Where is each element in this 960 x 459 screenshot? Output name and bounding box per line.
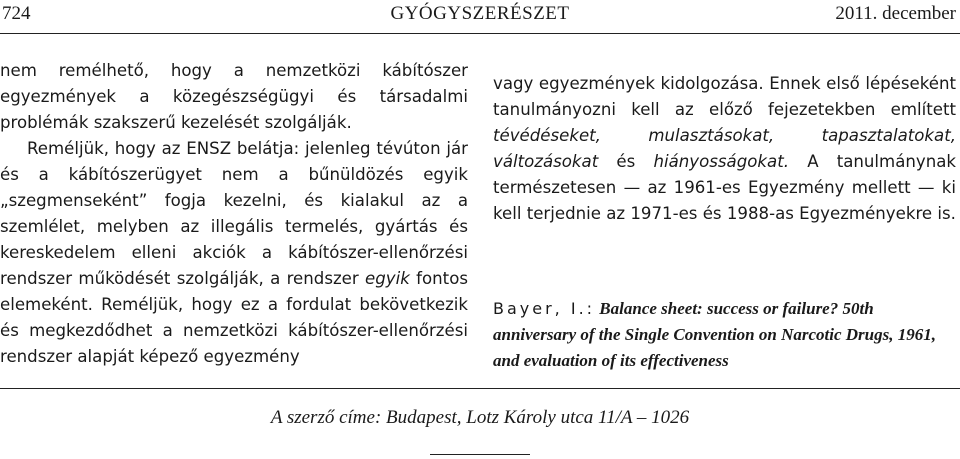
issue-date: 2011. december (835, 3, 956, 24)
reference-author: Bayer, I.: (493, 299, 596, 318)
page-header (0, 0, 960, 30)
paragraph-3-italic: tévédéseket, mulasztásokat, tapasztalatokat, változásokat (493, 126, 956, 171)
journal-title: GYÓGYSZERÉSZET (390, 3, 570, 24)
paragraph-3-and: és (616, 152, 636, 171)
end-rule (430, 454, 530, 455)
paragraph-2-italic: egyik (365, 269, 410, 288)
paragraph-2 (0, 136, 468, 370)
reference (493, 296, 956, 374)
footer-rule (0, 388, 960, 389)
page-number: 724 (2, 3, 31, 24)
header-rule (0, 33, 960, 34)
paragraph-3 (493, 71, 956, 227)
author-address: A szerző címe: Budapest, Lotz Károly utca 11/A – 1026 (270, 407, 690, 428)
paragraph-3-text-a: vagy egyezmények kidolgozása. Ennek első lépéseként tanulmányozni kell az előző fejezetekben említett (493, 74, 956, 119)
right-column (493, 71, 956, 227)
paragraph-3-italic-2: hiányosságokat. (653, 152, 789, 171)
paragraph-2-text-b: fontos elemeként. Reméljük, hogy ez a fordulat bekövetkezik és megkezdődhet a nemzetközi kábítószer-ellenőrzési rendszer alapját képező egyezmény (0, 269, 468, 366)
paragraph-3-text-b: A tanulmánynak természetesen — az 1961-es Egyezmény mellett — ki kell terjednie az 1971-es és 1988-as Egyezményekre is. (493, 152, 957, 223)
reference-title: Balance sheet: success or failure? 50th anniversary of the Single Convention on Narcotic Drugs, 1961, and evaluation of its effectiveness (493, 299, 936, 370)
paragraph-1: nem remélhető, hogy a nemzetközi kábítószer egyezmények a közegészségügyi és társadalmi problémák szakszerű kezelését szolgálják. (0, 61, 468, 132)
paragraph-2-text-a: Reméljük, hogy az ENSZ belátja: jelenleg tévúton jár és a kábítószerügyet nem a bűnüldözés egyik „szegmenseként” fogja kezelni, és kialakul az a szemlélet, melyben az illegális termelés, gyártás és kereskedelem elleni akciók a kábítószer-ellenőrzési rendszer működését szolgálják, a rendszer (0, 139, 468, 288)
left-column (0, 58, 468, 370)
